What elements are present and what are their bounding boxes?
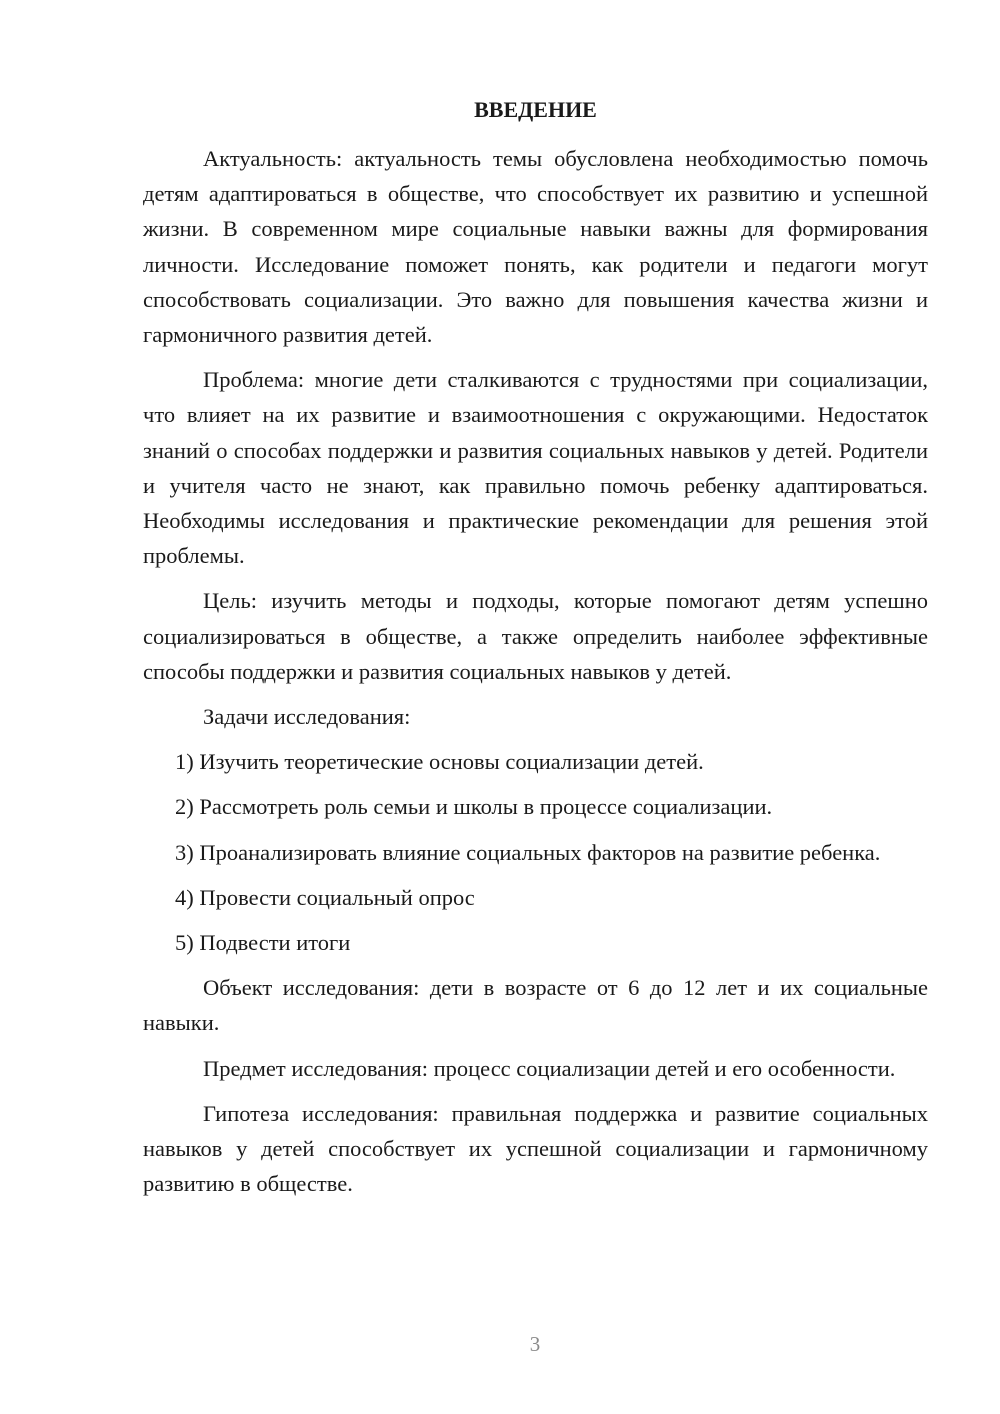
paragraph-tasks-heading: Задачи исследования: bbox=[203, 704, 411, 730]
task-item: 4) Провести социальный опрос bbox=[175, 884, 475, 910]
paragraph-object: Объект исследования: дети в возрасте от 6 до 12 лет и их социальные навыки. bbox=[143, 975, 928, 1036]
task-item: 3) Проанализировать влияние социальных факторов на развитие ребенка. bbox=[175, 839, 881, 865]
task-item: 5) Подвести итоги bbox=[175, 930, 351, 956]
page-number: 3 bbox=[529, 1332, 541, 1356]
paragraph-subject: Предмет исследования: процесс социализации детей и его особенности. bbox=[203, 1055, 896, 1081]
paragraph-goal: Цель: изучить методы и подходы, которые помогают детям успешно социализироваться в обществе, а также определить наиболее эффективные способы поддержки и развития социальных навыков у детей. bbox=[143, 588, 928, 684]
paragraph-relevance: Актуальность: актуальность темы обусловлена необходимостью помочь детям адаптироваться в обществе, что способствует их развитию и успешной жизни. В современном мире социальные навыки важны для формирования личности. Исследование поможет понять, как родители и педагоги могут способствовать социализации. Это важно для повышения качества жизни и гармоничного развития детей. bbox=[143, 146, 928, 348]
task-item: 1) Изучить теоретические основы социализации детей. bbox=[175, 749, 704, 775]
page-title: ВВЕДЕНИЕ bbox=[474, 97, 597, 122]
paragraph-problem: Проблема: многие дети сталкиваются с трудностями при социализации, что влияет на их развитие и взаимоотношения с окружающими. Недостаток знаний о способах поддержки и развития социальных навыков у детей. Родители и учителя часто не знают, как правильно помочь ребенку адаптироваться. Необходимы исследования и практические рекомендации для решения этой проблемы. bbox=[143, 367, 928, 569]
task-item: 2) Рассмотреть роль семьи и школы в процессе социализации. bbox=[175, 794, 773, 820]
document-page bbox=[143, 92, 928, 1201]
paragraph-hypothesis: Гипотеза исследования: правильная поддержка и развитие социальных навыков у детей способствует их успешной социализации и гармоничному развитию в обществе. bbox=[143, 1100, 928, 1197]
